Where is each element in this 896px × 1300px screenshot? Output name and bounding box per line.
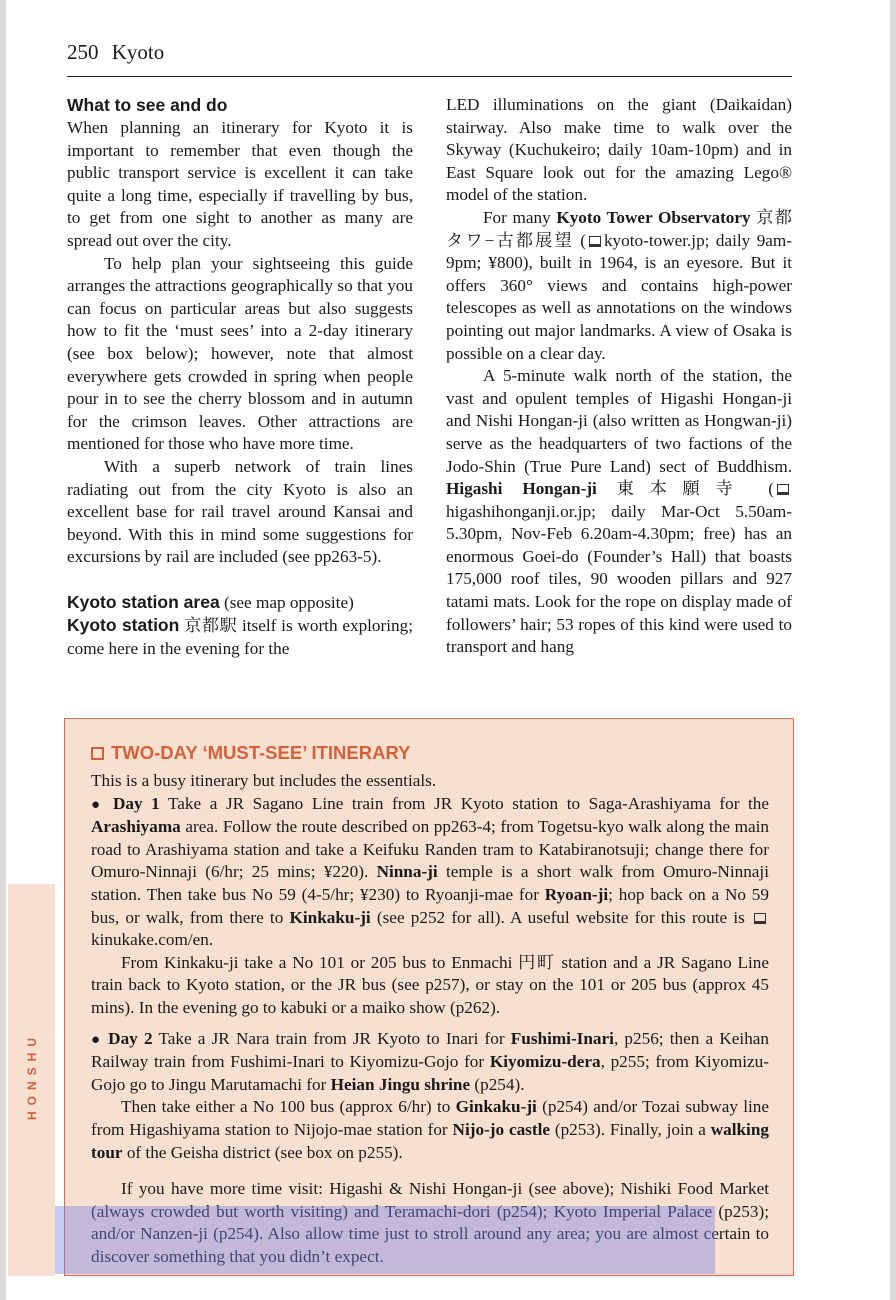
text: (p254) and/or Tozai subway line from Higashiyama station to Nijojo-mae station for	[91, 1097, 769, 1139]
kyoto-station-term: Kyoto station	[67, 615, 180, 636]
section-note: (see map opposite)	[219, 592, 354, 612]
place-name: Heian Jingu shrine	[330, 1074, 471, 1094]
day-2-paragraph-2	[91, 1096, 769, 1164]
itinerary-intro: This is a busy itinerary but includes the essentials.	[91, 771, 437, 790]
bullet-icon: ●	[91, 796, 105, 813]
higashi-hongan-ji-term: Higashi Hongan-ji	[446, 479, 597, 499]
text: , p255; from Kiyomizu-Gojo go to Jingu Marutamachi for	[91, 1052, 769, 1094]
day-2-paragraph	[91, 1028, 769, 1097]
place-name: walking tour	[91, 1119, 769, 1162]
day-1-paragraph	[91, 793, 769, 952]
itinerary-title-text: TWO-DAY ‘MUST-SEE’ ITINERARY	[111, 742, 411, 763]
text: ; hop back on a No 59 bus, or walk, from there to	[91, 884, 769, 927]
itinerary-box	[64, 718, 794, 1276]
paragraph: When planning an itinerary for Kyoto it is important to remember that even though the public transport service is excellent it can take quite a long time, especially if travelling by bus, to get from one sight to another as many are spread out over the city.	[67, 118, 413, 250]
paragraph-hongan-ji	[446, 365, 792, 659]
page-title: Kyoto	[111, 40, 165, 64]
place-name: Ginkaku-ji	[455, 1097, 537, 1117]
viewer-frame-left	[0, 0, 6, 1300]
japanese-name: 東本願寺 (	[596, 479, 774, 499]
text: (p253). Finally, join a	[550, 1119, 711, 1139]
text: Then take either a No 100 bus (approx 6/hr) to	[121, 1097, 456, 1117]
text: area. Follow the route described on pp263-4; from Togetsu-kyo walk along the main road to Arashiyama station and take a Keifuku Randen tram to Katabiranotsuji; change there for Omuro-Ninnaji (6/hr; 25 mins; ¥220).	[91, 817, 769, 882]
computer-icon	[589, 236, 601, 247]
place-name: Arashiyama	[91, 817, 181, 837]
place-name: Ninna-ji	[376, 862, 438, 882]
checkbox-icon	[91, 747, 104, 760]
bullet-icon: ●	[91, 1031, 102, 1048]
section-heading-text: Kyoto station area	[67, 591, 220, 612]
text: temple is a short walk from Omuro-Ninnaji station. Then take bus No 59 (4-5/hr; ¥230) to Ryoanji-mae for	[91, 862, 769, 904]
place-name: Nijo-jo castle	[452, 1119, 550, 1139]
text: kyoto-tower.jp; daily 9am-9pm; ¥800), built in 1964, is an eyesore. But it offers 360° views and contains high-power telescopes as well as annotations on the windows pointing out major landmarks. A view of Osaka is possible on a clear day.	[446, 230, 793, 363]
paragraph: With a superb network of train lines radiating out from the city Kyoto is also an excellent base for rail travel around Kansai and beyond. With this in mind some suggestions for excursions by rail are included (see pp263-5).	[67, 456, 413, 567]
place-name: Ryoan-ji	[544, 884, 609, 904]
paragraph-kyoto-tower	[446, 207, 792, 365]
text-selection-highlight[interactable]	[55, 1206, 715, 1274]
computer-icon	[754, 913, 766, 924]
text: A 5-minute walk north of the station, the vast and opulent temples of Higashi Hongan-ji and Nishi Hongan-ji (also written as Hongwan-ji) serve as the headquarters of two factions of the Jodo-Shin (True Pure Land) sect of Buddhism.	[446, 366, 792, 476]
day-1-label: Day 1	[112, 793, 160, 813]
more-time-paragraph: If you have more time visit: Higashi & Nishi Hongan-ji (see above); Nishiki Food Market (always crowded but worth visiting) and Teramachi-dori (p254); Kyoto Imperial Palace (p253); and/or Nanzen-ji (p254). Also allow time just to stroll around any area; you are almost certain to discover something that you didn’t expect.	[91, 1179, 769, 1266]
text: Take a JR Sagano Line train from JR Kyoto station to Saga-Arashiyama for the	[159, 793, 770, 813]
paragraph: LED illuminations on the giant (Daikaidan) stairway. Also make time to walk over the Skyway (Kuchukeiro; daily 10am-10pm) and in East Square look out for the amazing Lego® model of the station.	[446, 95, 792, 205]
paragraph: To help plan your sightseeing this guide arranges the attractions geographically so that you can focus on particular areas but also suggests how to fit the ‘must sees’ into a 2-day itinerary (see box below); however, note that almost everywhere gets crowded in spring when people pour in to see the cherry blossom and in autumn for the crimson leaves. Other attractions are mentioned for those who have more time.	[67, 253, 413, 454]
itinerary-title	[91, 741, 769, 765]
side-tab-text: HONSHU	[25, 1032, 39, 1121]
text: (see p252 for all). A useful website for this route is	[370, 907, 751, 927]
itinerary-content	[91, 741, 769, 1268]
viewer-frame-right	[890, 0, 896, 1300]
paragraph-text: 京都駅 itself is worth exploring; come here in the evening for the	[67, 616, 413, 659]
place-name: Fushimi-Inari	[510, 1028, 614, 1048]
japanese-name: 京都タワ−古都展望 (	[446, 207, 792, 250]
text: , p256; then a Keihan Railway train from Fushimi-Inari to Kiyomizu-Gojo for	[91, 1028, 770, 1072]
text: Take a JR Nara train from JR Kyoto to Inari for	[152, 1028, 511, 1048]
side-tab-label	[22, 1024, 42, 1134]
section-heading-what-to-see: What to see and do	[67, 95, 228, 115]
text: of the Geisha district (see box on p255).	[122, 1142, 403, 1162]
day-1-paragraph-2: From Kinkaku-ji take a No 101 or 205 bus to Enmachi 円町 station and a JR Sagano Line train back to Kyoto station, or the JR bus (see p257), or stay on the 101 or 205 bus (approx 45 mins). In the evening go to kabuki or a maiko show (p262).	[91, 952, 769, 1017]
text: For many	[483, 207, 557, 227]
place-name: Kinkaku-ji	[289, 907, 371, 927]
website-text: kinukake.com/en.	[91, 930, 214, 950]
header-rule	[67, 76, 792, 77]
page-header	[67, 40, 164, 65]
page-number: 250	[67, 40, 99, 64]
right-column	[446, 94, 792, 659]
place-name: Kiyomizu-dera	[489, 1052, 601, 1072]
left-column	[67, 94, 413, 661]
text: higashihonganji.or.jp; daily Mar-Oct 5.50am-5.30pm, Nov-Feb 6.20am-4.30pm; free) has an enormous Goei-do (Founder’s Hall) that boasts 175,000 roof tiles, 90 wooden pillars and 927 tatami mats. Look for the rope on display made of followers’ hair; 53 ropes of this kind were used to transport and hang	[446, 501, 792, 657]
text: (p254).	[470, 1074, 525, 1094]
day-2-label: Day 2	[108, 1028, 153, 1048]
computer-icon	[777, 484, 789, 495]
kyoto-tower-term: Kyoto Tower Observatory	[556, 207, 751, 227]
section-heading-kyoto-station	[67, 591, 413, 661]
